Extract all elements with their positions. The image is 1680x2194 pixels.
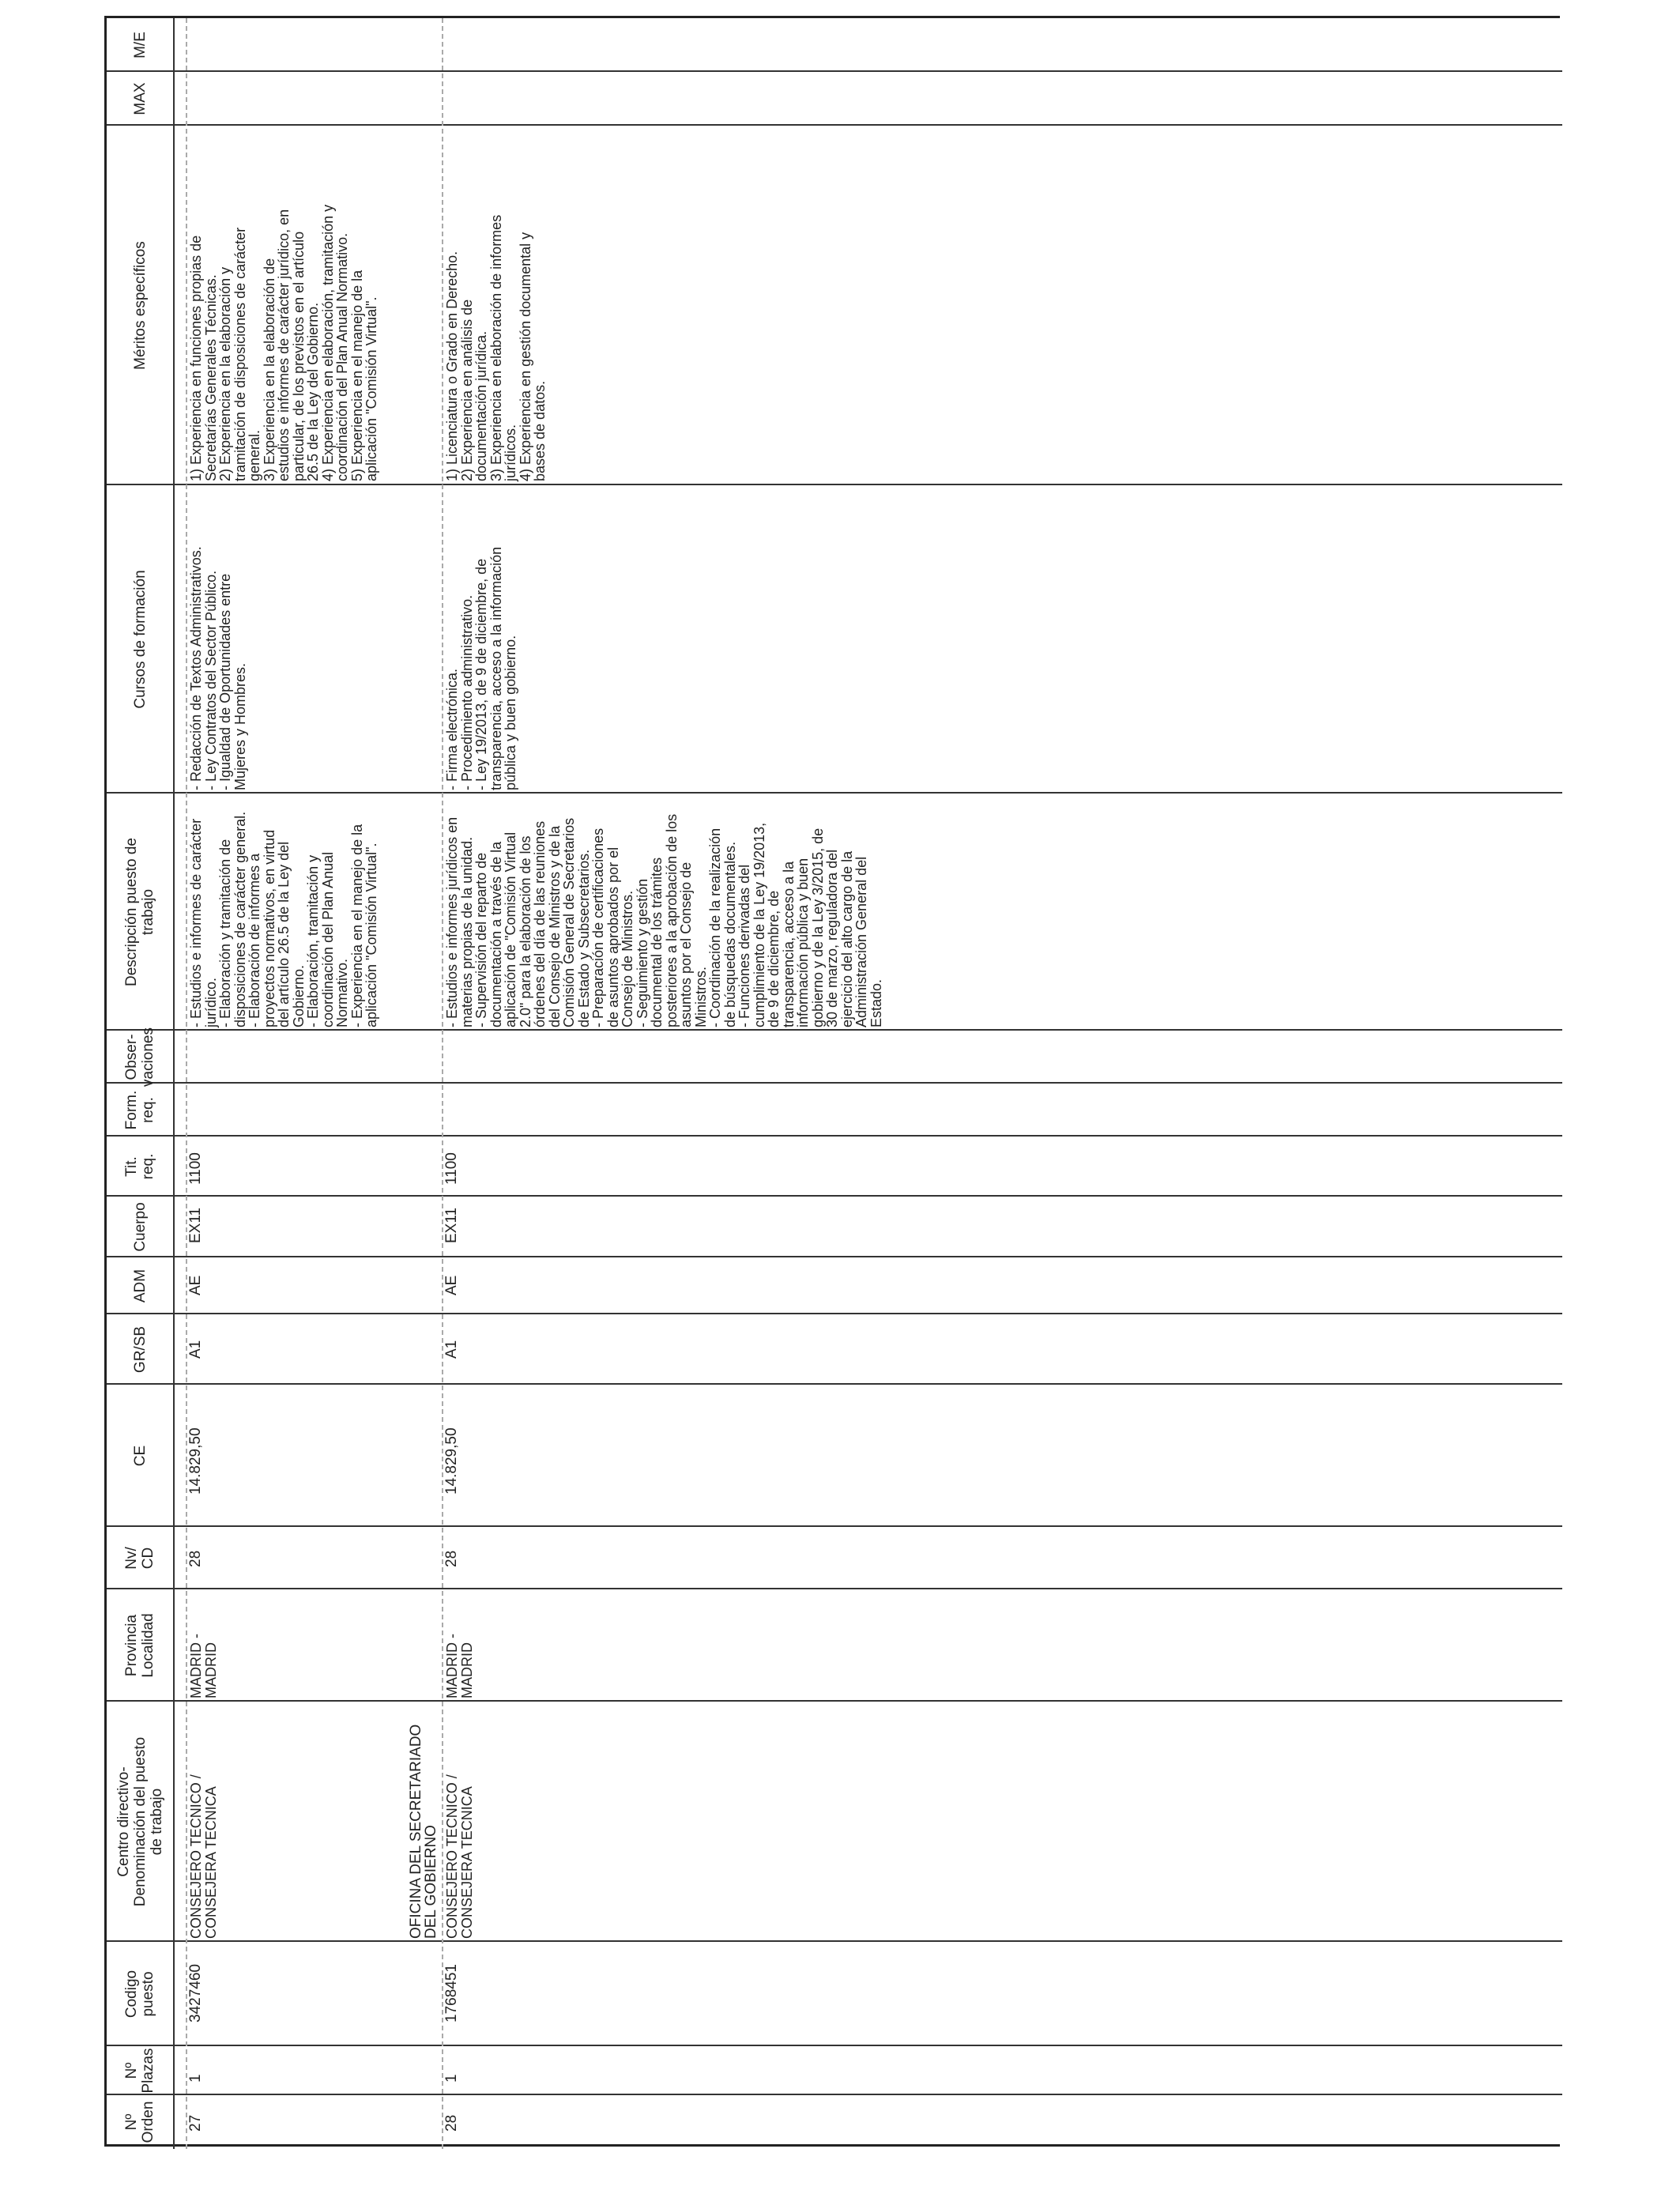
header-cursos: Cursos de formación xyxy=(131,570,149,709)
cell-tit: 1100 xyxy=(443,1152,460,1185)
col-sep xyxy=(107,2045,1562,2046)
cell-tit: 1100 xyxy=(187,1152,204,1185)
cell-meritos: 1) Licenciatura o Grado en Derecho. 2) Experiencia en análisis de documentación jurídica. 3) Experiencia en elaboración de informes jurídicos. 4) Experiencia en gestión documental y bases de datos. xyxy=(444,214,548,481)
cell-grsb: A1 xyxy=(443,1340,460,1359)
row-divider xyxy=(186,18,187,2149)
col-sep xyxy=(107,124,1562,126)
header-adm: ADM xyxy=(131,1269,149,1303)
col-sep xyxy=(107,1135,1562,1137)
cell-nivel: 28 xyxy=(187,1550,204,1567)
cell-provincia: MADRID - MADRID xyxy=(188,1634,219,1698)
rotated-table xyxy=(104,16,1560,2147)
header-codigo: Codigo puesto xyxy=(123,1970,156,2019)
col-sep xyxy=(107,1256,1562,1257)
col-sep xyxy=(107,1700,1562,1702)
cell-plazas: 1 xyxy=(187,2074,204,2083)
row-divider xyxy=(442,18,443,2149)
header-plazas: Nº Plazas xyxy=(123,2048,156,2094)
cell-cuerpo: EX11 xyxy=(187,1207,204,1243)
col-sep xyxy=(107,70,1562,72)
cell-orden: 27 xyxy=(187,2114,204,2132)
cell-ce: 14.829,50 xyxy=(443,1427,460,1495)
col-sep xyxy=(107,1525,1562,1527)
col-sep xyxy=(107,1029,1562,1031)
header-provincia: Provincia Localidad xyxy=(123,1613,156,1678)
cell-centro: CONSEJERO TECNICO / CONSEJERA TECNICA xyxy=(188,1774,219,1939)
cell-provincia: MADRID - MADRID xyxy=(444,1634,475,1698)
col-sep xyxy=(107,1588,1562,1589)
cell-adm: AE xyxy=(443,1275,460,1295)
col-sep xyxy=(107,2094,1562,2095)
header-max: MAX xyxy=(131,82,149,115)
header-centro: Centro directivo- Denominación del puesto de trabajo xyxy=(115,1736,165,1907)
col-sep xyxy=(107,1313,1562,1314)
col-sep xyxy=(107,484,1562,485)
cell-cursos: - Redacción de Textos Administrativos. - Ley Contratos del Sector Público. - Igualdad de Oportunidades entre Mujeres y Hombres. xyxy=(188,546,248,790)
header-nivel: Nv/ CD xyxy=(123,1547,156,1570)
header-ce: CE xyxy=(131,1445,149,1467)
col-sep xyxy=(107,1082,1562,1084)
col-sep xyxy=(107,1940,1562,1942)
cell-orden: 28 xyxy=(443,2114,460,2132)
cell-plazas: 1 xyxy=(443,2074,460,2083)
cell-cursos: - Firma electrónica. - Procedimiento administrativo. - Ley 19/2013, de 9 de diciembre, de transparencia, acceso a la información pública y buen gobierno. xyxy=(444,546,518,790)
group-heading: OFICINA DEL SECRETARIADO DEL GOBIERNO xyxy=(408,1724,439,1939)
cell-adm: AE xyxy=(187,1275,204,1295)
header-obs: Obser- vaciones xyxy=(123,1027,156,1087)
header-me: M/E xyxy=(131,32,149,58)
cell-cuerpo: EX11 xyxy=(443,1207,460,1243)
cell-descripcion: - Estudios e informes de carácter jurídico. - Elaboración y tramitación de disposiciones de carácter general. - Elaboración de informes a proyectos normativos, en virtud del artículo 26.5 de la Ley del Gobierno. - Elaboración, tramitación y coordinación del Plan Anual Normativo. - Experiencia en el manejo de la aplicación "Comisión Virtual". xyxy=(188,811,379,1027)
cell-centro: CONSEJERO TECNICO / CONSEJERA TECNICA xyxy=(444,1774,475,1939)
cell-meritos: 1) Experiencia en funciones propias de Secretarías Generales Técnicas. 2) Experiencia en la elaboración y tramitación de disposiciones de carácter general. 3) Experiencia en la elaboración de estudios e informes de carácter jurídico, en particular, de los previstos en el artículo 26.5 de la Ley del Gobierno. 4) Experiencia en elaboración, tramitación y coordinación del Plan Anual Normativo. 5) Experiencia en el manejo de la aplicación "Comisión Virtual". xyxy=(188,204,379,481)
cell-grsb: A1 xyxy=(187,1340,204,1359)
header-cuerpo: Cuerpo xyxy=(131,1202,149,1252)
cell-descripcion: - Estudios e informes jurídicos en materias propias de la unidad. - Supervisión del reparto de documentación a través de la aplicación de "Comisión Virtual 2.0" para la elaboración de los órdenes del día de las reuniones del Consejo de Ministros y de la Comisión General de Secretarios de Estado y Subsecretarios. - Preparación de certificaciones de asuntos aprobados por el Consejo de Ministros. - Seguimiento y gestión documental de los trámites posteriores a la aprobación de los asuntos por el Consejo de Ministros. - Coordinación de la realización de búsquedas documentales. - Funciones derivadas del cumplimiento de la Ley 19/2013, de 9 de diciembre, de transparencia, acceso a la información pública y buen gobierno y de la Ley 3/2015, de 30 de marzo, reguladora del ejercicio del alto cargo de la Administración General del Estado. xyxy=(444,813,884,1027)
header-divider xyxy=(173,18,175,2149)
col-sep xyxy=(107,1195,1562,1197)
col-sep xyxy=(107,792,1562,794)
cell-codigo: 1768451 xyxy=(443,1964,460,2022)
header-orden: Nº Orden xyxy=(123,2101,156,2143)
table-stage xyxy=(107,18,1562,2149)
header-descripcion: Descripción puesto de trabajo xyxy=(123,838,156,986)
cell-codigo: 3427460 xyxy=(187,1964,204,2022)
cell-ce: 14.829,50 xyxy=(187,1427,204,1495)
col-sep xyxy=(107,1383,1562,1385)
cell-nivel: 28 xyxy=(443,1550,460,1567)
header-form: Form. req. xyxy=(123,1090,156,1130)
header-grsb: GR/SB xyxy=(131,1325,149,1374)
header-tit: Tit. req. xyxy=(123,1153,156,1180)
header-meritos: Méritos específicos xyxy=(131,241,149,370)
